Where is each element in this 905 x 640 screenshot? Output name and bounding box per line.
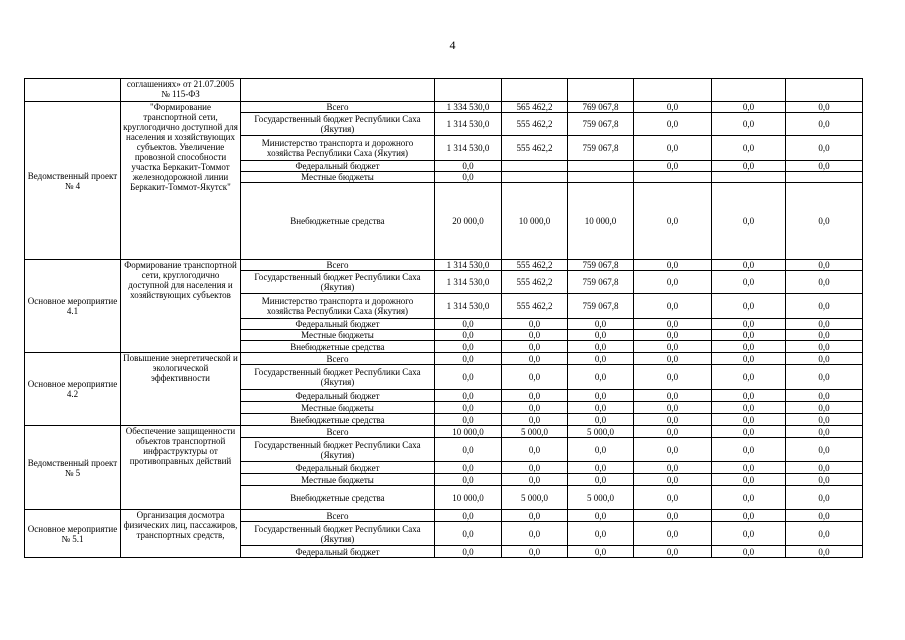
amount-cell: 0,0 bbox=[502, 438, 568, 462]
funding-source: Государственный бюджет Республики Саха (Якутия) bbox=[241, 113, 435, 136]
amount-cell: 0,0 bbox=[502, 474, 568, 486]
amount-cell: 769 067,8 bbox=[568, 102, 634, 113]
funding-source: Государственный бюджет Республики Саха (Якутия) bbox=[241, 438, 435, 462]
amount-cell: 0,0 bbox=[712, 390, 786, 402]
funding-source: Местные бюджеты bbox=[241, 172, 435, 183]
measure-description: "Формирование транспортной сети, круглогодично доступной для населения и хозяйствующих субъектов. Увеличение провозной способности участка Беркакит-Томмот железнодорожной линии Беркакит-Томмот-Якутск" bbox=[121, 102, 241, 260]
amount-cell: 0,0 bbox=[435, 341, 502, 353]
amount-cell: 0,0 bbox=[435, 319, 502, 330]
amount-cell: 0,0 bbox=[435, 161, 502, 172]
funding-source: Государственный бюджет Республики Саха (Якутия) bbox=[241, 522, 435, 546]
amount-cell: 0,0 bbox=[568, 546, 634, 558]
amount-cell: 0,0 bbox=[435, 510, 502, 522]
amount-cell: 565 462,2 bbox=[502, 102, 568, 113]
amount-cell: 0,0 bbox=[712, 426, 786, 438]
amount-cell: 759 067,8 bbox=[568, 271, 634, 294]
amount-cell: 0,0 bbox=[435, 402, 502, 414]
amount-cell: 1 314 530,0 bbox=[435, 260, 502, 271]
amount-cell: 0,0 bbox=[786, 113, 863, 136]
amount-cell: 0,0 bbox=[712, 136, 786, 161]
amount-cell: 0,0 bbox=[435, 438, 502, 462]
amount-cell bbox=[568, 172, 634, 183]
amount-cell: 10 000,0 bbox=[435, 426, 502, 438]
amount-cell bbox=[502, 161, 568, 172]
amount-cell: 5 000,0 bbox=[502, 426, 568, 438]
amount-cell: 0,0 bbox=[634, 546, 712, 558]
funding-source: Всего bbox=[241, 426, 435, 438]
amount-cell: 0,0 bbox=[502, 546, 568, 558]
funding-source: Всего bbox=[241, 260, 435, 271]
amount-cell: 0,0 bbox=[786, 486, 863, 510]
amount-cell: 0,0 bbox=[634, 474, 712, 486]
amount-cell: 0,0 bbox=[435, 462, 502, 474]
measure-description: Организация досмотра физических лиц, пассажиров, транспортных средств, bbox=[121, 510, 241, 558]
amount-cell: 0,0 bbox=[712, 462, 786, 474]
amount-cell: 0,0 bbox=[634, 183, 712, 260]
amount-cell: 0,0 bbox=[568, 353, 634, 365]
amount-cell: 0,0 bbox=[568, 462, 634, 474]
amount-cell bbox=[786, 172, 863, 183]
amount-cell: 0,0 bbox=[786, 102, 863, 113]
amount-cell: 0,0 bbox=[634, 486, 712, 510]
amount-cell: 0,0 bbox=[786, 402, 863, 414]
amount-cell: 0,0 bbox=[786, 438, 863, 462]
amount-cell: 1 314 530,0 bbox=[435, 113, 502, 136]
amount-cell: 0,0 bbox=[786, 426, 863, 438]
amount-cell: 0,0 bbox=[786, 183, 863, 260]
amount-cell: 555 462,2 bbox=[502, 294, 568, 319]
amount-cell: 555 462,2 bbox=[502, 271, 568, 294]
amount-cell: 0,0 bbox=[712, 365, 786, 390]
amount-cell: 759 067,8 bbox=[568, 113, 634, 136]
amount-cell: 0,0 bbox=[712, 260, 786, 271]
amount-cell: 0,0 bbox=[634, 330, 712, 341]
amount-cell: 0,0 bbox=[786, 522, 863, 546]
amount-cell: 0,0 bbox=[502, 319, 568, 330]
amount-cell: 0,0 bbox=[634, 522, 712, 546]
amount-cell: 0,0 bbox=[786, 136, 863, 161]
funding-source: Государственный бюджет Республики Саха (Якутия) bbox=[241, 365, 435, 390]
amount-cell: 0,0 bbox=[712, 474, 786, 486]
amount-cell: 1 314 530,0 bbox=[435, 271, 502, 294]
funding-source: Федеральный бюджет bbox=[241, 319, 435, 330]
amount-cell: 0,0 bbox=[502, 414, 568, 426]
amount-cell: 0,0 bbox=[634, 365, 712, 390]
amount-cell: 0,0 bbox=[712, 102, 786, 113]
funding-source: Внебюджетные средства bbox=[241, 183, 435, 260]
amount-cell: 0,0 bbox=[712, 438, 786, 462]
amount-cell: 0,0 bbox=[786, 390, 863, 402]
table-row bbox=[25, 510, 863, 522]
amount-cell: 0,0 bbox=[712, 522, 786, 546]
row-label-cell bbox=[25, 79, 121, 102]
amount-cell: 0,0 bbox=[634, 113, 712, 136]
amount-cell: 1 314 530,0 bbox=[435, 294, 502, 319]
funding-source: Внебюджетные средства bbox=[241, 486, 435, 510]
amount-cell: 0,0 bbox=[435, 546, 502, 558]
table-row bbox=[25, 260, 863, 271]
amount-cell: 0,0 bbox=[786, 161, 863, 172]
amount-cell: 10 000,0 bbox=[435, 486, 502, 510]
funding-source: Местные бюджеты bbox=[241, 330, 435, 341]
amount-cell: 0,0 bbox=[712, 402, 786, 414]
amount-cell: 0,0 bbox=[712, 341, 786, 353]
amount-cell: 0,0 bbox=[634, 353, 712, 365]
amount-cell: 0,0 bbox=[502, 402, 568, 414]
amount-cell: 0,0 bbox=[634, 462, 712, 474]
amount-cell: 0,0 bbox=[435, 353, 502, 365]
amount-cell: 0,0 bbox=[568, 365, 634, 390]
amount-cell: 0,0 bbox=[712, 330, 786, 341]
amount-cell: 0,0 bbox=[634, 294, 712, 319]
amount-cell: 0,0 bbox=[502, 462, 568, 474]
amount-cell: 0,0 bbox=[786, 510, 863, 522]
funding-source: Федеральный бюджет bbox=[241, 161, 435, 172]
funding-source: Федеральный бюджет bbox=[241, 546, 435, 558]
amount-cell: 0,0 bbox=[712, 486, 786, 510]
amount-cell: 10 000,0 bbox=[568, 183, 634, 260]
financing-table bbox=[24, 78, 863, 558]
funding-source: Федеральный бюджет bbox=[241, 390, 435, 402]
measure-title: Основное мероприятие 4.2 bbox=[25, 353, 121, 426]
amount-cell: 0,0 bbox=[786, 414, 863, 426]
amount-cell: 0,0 bbox=[786, 462, 863, 474]
amount-cell: 0,0 bbox=[634, 426, 712, 438]
amount-cell: 0,0 bbox=[712, 353, 786, 365]
amount-cell: 0,0 bbox=[634, 414, 712, 426]
amount-cell: 0,0 bbox=[786, 294, 863, 319]
amount-cell: 0,0 bbox=[568, 330, 634, 341]
amount-cell: 0,0 bbox=[502, 510, 568, 522]
measure-description: соглашениях» от 21.07.2005 № 115-ФЗ bbox=[121, 79, 241, 102]
amount-cell: 0,0 bbox=[786, 319, 863, 330]
funding-source: Министерство транспорта и дорожного хозяйства Республики Саха (Якутия) bbox=[241, 294, 435, 319]
funding-source: Внебюджетные средства bbox=[241, 341, 435, 353]
funding-source: Федеральный бюджет bbox=[241, 462, 435, 474]
amount-cell: 0,0 bbox=[634, 438, 712, 462]
table-row bbox=[25, 353, 863, 365]
amount-cell: 5 000,0 bbox=[568, 486, 634, 510]
measure-title: Ведомственный проект № 4 bbox=[25, 102, 121, 260]
amount-cell: 0,0 bbox=[502, 390, 568, 402]
amount-cell: 0,0 bbox=[712, 510, 786, 522]
funding-source: Местные бюджеты bbox=[241, 474, 435, 486]
amount-cell: 0,0 bbox=[634, 390, 712, 402]
amount-cell: 0,0 bbox=[568, 474, 634, 486]
amount-cell: 10 000,0 bbox=[502, 183, 568, 260]
funding-source: Внебюджетные средства bbox=[241, 414, 435, 426]
amount-cell: 20 000,0 bbox=[435, 183, 502, 260]
amount-cell: 0,0 bbox=[786, 330, 863, 341]
amount-cell: 0,0 bbox=[712, 294, 786, 319]
amount-cell: 0,0 bbox=[786, 546, 863, 558]
funding-source: Министерство транспорта и дорожного хозяйства Республики Саха (Якутия) bbox=[241, 136, 435, 161]
table-row bbox=[25, 426, 863, 438]
amount-cell: 0,0 bbox=[786, 365, 863, 390]
amount-cell: 0,0 bbox=[712, 271, 786, 294]
amount-cell: 0,0 bbox=[502, 353, 568, 365]
amount-cell: 0,0 bbox=[786, 474, 863, 486]
amount-cell: 0,0 bbox=[502, 341, 568, 353]
funding-source: Государственный бюджет Республики Саха (Якутия) bbox=[241, 271, 435, 294]
table-row bbox=[25, 102, 863, 113]
amount-cell: 0,0 bbox=[568, 522, 634, 546]
amount-cell: 759 067,8 bbox=[568, 260, 634, 271]
page-number: 4 bbox=[449, 38, 456, 52]
measure-title: Ведомственный проект № 5 bbox=[25, 426, 121, 510]
amount-cell: 0,0 bbox=[568, 341, 634, 353]
amount-cell bbox=[568, 161, 634, 172]
amount-cell: 0,0 bbox=[712, 414, 786, 426]
amount-cell: 0,0 bbox=[568, 510, 634, 522]
amount-cell: 0,0 bbox=[634, 136, 712, 161]
amount-cell: 0,0 bbox=[786, 341, 863, 353]
amount-cell: 555 462,2 bbox=[502, 136, 568, 161]
amount-cell: 0,0 bbox=[712, 319, 786, 330]
amount-cell: 0,0 bbox=[435, 390, 502, 402]
amount-cell: 0,0 bbox=[502, 522, 568, 546]
amount-cell: 0,0 bbox=[786, 353, 863, 365]
amount-cell: 0,0 bbox=[568, 402, 634, 414]
measure-description: Формирование транспортной сети, круглогодично доступной для населения и хозяйствующих субъектов bbox=[121, 260, 241, 353]
amount-cell: 0,0 bbox=[435, 330, 502, 341]
measure-description: Повышение энергетической и экологической эффективности bbox=[121, 353, 241, 426]
amount-cell: 0,0 bbox=[786, 271, 863, 294]
amount-cell: 0,0 bbox=[502, 330, 568, 341]
amount-cell: 0,0 bbox=[435, 414, 502, 426]
amount-cell: 0,0 bbox=[502, 365, 568, 390]
amount-cell bbox=[712, 172, 786, 183]
amount-cell: 1 314 530,0 bbox=[435, 136, 502, 161]
measure-title: Основное мероприятие 4.1 bbox=[25, 260, 121, 353]
amount-cell: 0,0 bbox=[435, 365, 502, 390]
amount-cell: 555 462,2 bbox=[502, 260, 568, 271]
amount-cell: 0,0 bbox=[712, 546, 786, 558]
amount-cell: 5 000,0 bbox=[568, 426, 634, 438]
amount-cell: 0,0 bbox=[712, 183, 786, 260]
table-row bbox=[25, 79, 863, 102]
amount-cell: 0,0 bbox=[634, 341, 712, 353]
amount-cell: 5 000,0 bbox=[502, 486, 568, 510]
amount-cell: 759 067,8 bbox=[568, 294, 634, 319]
amount-cell bbox=[634, 172, 712, 183]
amount-cell: 0,0 bbox=[634, 402, 712, 414]
amount-cell: 0,0 bbox=[712, 161, 786, 172]
amount-cell: 0,0 bbox=[634, 260, 712, 271]
amount-cell: 0,0 bbox=[786, 260, 863, 271]
amount-cell: 0,0 bbox=[435, 474, 502, 486]
amount-cell: 0,0 bbox=[568, 438, 634, 462]
amount-cell: 0,0 bbox=[435, 522, 502, 546]
amount-cell: 0,0 bbox=[634, 319, 712, 330]
amount-cell: 0,0 bbox=[568, 319, 634, 330]
amount-cell: 0,0 bbox=[634, 102, 712, 113]
amount-cell: 759 067,8 bbox=[568, 136, 634, 161]
funding-source: Всего bbox=[241, 353, 435, 365]
amount-cell bbox=[502, 172, 568, 183]
funding-source: Местные бюджеты bbox=[241, 402, 435, 414]
measure-description: Обеспечение защищенности объектов транспортной инфраструктуры от противоправных действий bbox=[121, 426, 241, 510]
amount-cell: 0,0 bbox=[634, 161, 712, 172]
amount-cell: 0,0 bbox=[435, 172, 502, 183]
amount-cell: 0,0 bbox=[634, 510, 712, 522]
measure-title: Основное мероприятие № 5.1 bbox=[25, 510, 121, 558]
amount-cell: 0,0 bbox=[568, 414, 634, 426]
amount-cell: 0,0 bbox=[634, 271, 712, 294]
amount-cell: 555 462,2 bbox=[502, 113, 568, 136]
amount-cell: 0,0 bbox=[712, 113, 786, 136]
amount-cell: 1 334 530,0 bbox=[435, 102, 502, 113]
funding-source: Всего bbox=[241, 102, 435, 113]
funding-source: Всего bbox=[241, 510, 435, 522]
amount-cell: 0,0 bbox=[568, 390, 634, 402]
